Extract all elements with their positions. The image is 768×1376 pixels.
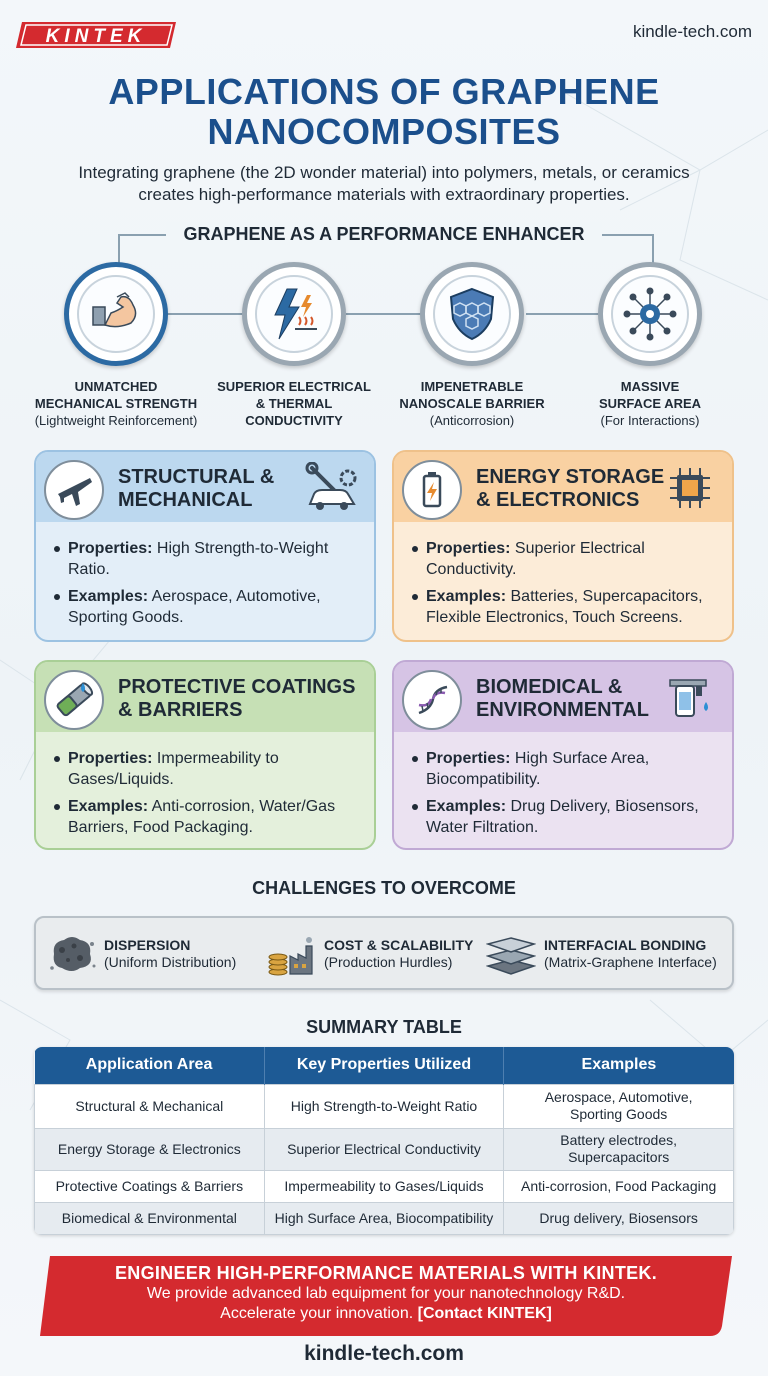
table-header: Key Properties Utilized [264, 1047, 504, 1084]
card-properties: Properties: Superior Electrical Conductivity. [410, 538, 720, 580]
table-row [35, 1084, 734, 1128]
particle-network-icon [621, 285, 679, 343]
table-header: Application Area [35, 1047, 265, 1084]
shield-hexagon-icon [443, 285, 501, 343]
card-properties: Properties: High Strength-to-Weight Ratio. [52, 538, 362, 580]
summary-title: SUMMARY TABLE [306, 1017, 462, 1037]
challenge-sub: (Matrix-Graphene Interface) [544, 954, 717, 970]
car-wrench-icon [304, 462, 360, 514]
table-cell: Structural & Mechanical [35, 1084, 265, 1128]
card-details [410, 748, 720, 844]
cta-line-1: We provide advanced lab equipment for your nanotechnology R&D. [146, 1285, 626, 1302]
card-examples: Examples: Drug Delivery, Biosensors, Water Filtration. [410, 796, 720, 838]
summary-table [34, 1047, 734, 1235]
chip-icon [666, 464, 714, 512]
enhancer-caption-barrier: IMPENETRABLE NANOSCALE BARRIER (Anticorrosion) [399, 379, 545, 428]
card-details [52, 538, 362, 634]
card-biomedical [392, 660, 734, 850]
card-examples: Examples: Aerospace, Automotive, Sporting Goods. [52, 586, 362, 628]
enhancer-surface-circle [598, 262, 702, 366]
table-row [35, 1128, 734, 1170]
site-url-bottom[interactable]: kindle-tech.com [304, 1342, 464, 1365]
table-row [35, 1170, 734, 1202]
cta-text [40, 1262, 732, 1324]
card-title: STRUCTURAL & MECHANICAL [118, 466, 275, 511]
battery-icon [412, 470, 452, 510]
logo-text: KINTEK [45, 26, 147, 47]
card-properties: Properties: High Surface Area, Biocompatibility. [410, 748, 720, 790]
contact-link[interactable]: [Contact KINTEK] [417, 1305, 552, 1322]
challenge-dispersion [48, 932, 236, 976]
enhancer-caption-conductivity: SUPERIOR ELECTRICAL & THERMAL CONDUCTIVITY [217, 379, 371, 428]
card-title: BIOMEDICAL & ENVIRONMENTAL [476, 676, 649, 721]
table-cell: High Surface Area, Biocompatibility [264, 1202, 504, 1234]
enhancer-title: GRAPHENE AS A PERFORMANCE ENHANCER [166, 222, 602, 247]
title-line-1: APPLICATIONS OF GRAPHENE [108, 71, 660, 112]
table-cell: Battery electrodes, Supercapacitors [504, 1128, 734, 1170]
challenges-box [34, 916, 734, 990]
enhancer-barrier-circle [420, 262, 524, 366]
coated-pipe-icon [53, 679, 95, 721]
table-cell: Protective Coatings & Barriers [35, 1170, 265, 1202]
coins-factory-icon [266, 932, 316, 976]
enhancer-caption-surface: MASSIVE SURFACE AREA (For Interactions) [598, 379, 702, 428]
table-cell: High Strength-to-Weight Ratio [264, 1084, 504, 1128]
card-title: PROTECTIVE COATINGS & BARRIERS [118, 676, 356, 721]
enhancer-conductivity-circle [242, 262, 346, 366]
card-title: ENERGY STORAGE & ELECTRONICS [476, 466, 665, 511]
card-structural [34, 450, 376, 642]
table-cell: Energy Storage & Electronics [35, 1128, 265, 1170]
card-details [52, 748, 362, 844]
challenge-bonding [486, 932, 717, 976]
table-cell: Impermeability to Gases/Liquids [264, 1170, 504, 1202]
table-cell: Drug delivery, Biosensors [504, 1202, 734, 1234]
card-side-icon [660, 460, 720, 516]
card-side-icon [302, 460, 362, 516]
particle-cluster-icon [48, 932, 96, 976]
card-details [410, 538, 720, 634]
lightning-heat-icon [265, 285, 323, 343]
cta-headline: ENGINEER HIGH-PERFORMANCE MATERIALS WITH KINTEK. [114, 1263, 658, 1283]
airplane-icon [54, 470, 94, 510]
table-cell: Anti-corrosion, Food Packaging [504, 1170, 734, 1202]
title-line-2: NANOCOMPOSITES [207, 111, 561, 152]
challenge-sub: (Production Hurdles) [324, 954, 453, 970]
card-properties: Properties: Impermeability to Gases/Liquids. [52, 748, 362, 790]
connector-line [166, 313, 254, 315]
site-url-top[interactable]: kindle-tech.com [632, 22, 752, 41]
card-protective [34, 660, 376, 850]
enhancer-caption-mechanical: UNMATCHED MECHANICAL STRENGTH (Lightweight Reinforcement) [34, 379, 198, 428]
card-energy [392, 450, 734, 642]
card-side-icon [660, 670, 720, 726]
intro-text [40, 162, 728, 206]
card-badge [402, 670, 462, 730]
challenge-sub: (Uniform Distribution) [104, 954, 237, 970]
card-badge [402, 460, 462, 520]
card-examples: Examples: Batteries, Supercapacitors, Flexible Electronics, Touch Screens. [410, 586, 720, 628]
enhancer-mechanical-circle [64, 262, 168, 366]
table-cell: Aerospace, Automotive, Sporting Goods [504, 1084, 734, 1128]
table-cell: Biomedical & Environmental [35, 1202, 265, 1234]
cta-line-2: Accelerate your innovation. [Contact KINTEK] [220, 1305, 552, 1322]
challenge-name: INTERFACIAL BONDING [544, 937, 707, 953]
dna-icon [411, 679, 453, 721]
table-cell: Superior Electrical Conductivity [264, 1128, 504, 1170]
challenges-title: CHALLENGES TO OVERCOME [252, 878, 516, 898]
card-examples: Examples: Anti-corrosion, Water/Gas Barriers, Food Packaging. [52, 796, 362, 838]
challenge-cost [266, 932, 473, 976]
layer-stack-icon [486, 932, 536, 976]
card-badge [44, 670, 104, 730]
table-header: Examples [504, 1047, 734, 1084]
challenge-name: DISPERSION [104, 937, 191, 953]
intro-line-1: Integrating graphene (the 2D wonder material) into polymers, metals, or ceramics [78, 163, 690, 182]
intro-line-2: creates high-performance materials with extraordinary properties. [138, 185, 630, 204]
flexed-arm-icon [87, 285, 145, 343]
card-badge [44, 460, 104, 520]
table-row [35, 1202, 734, 1234]
water-filter-icon [666, 672, 714, 724]
challenge-name: COST & SCALABILITY [324, 937, 474, 953]
kintek-logo[interactable] [16, 20, 176, 50]
page-title [0, 72, 768, 152]
